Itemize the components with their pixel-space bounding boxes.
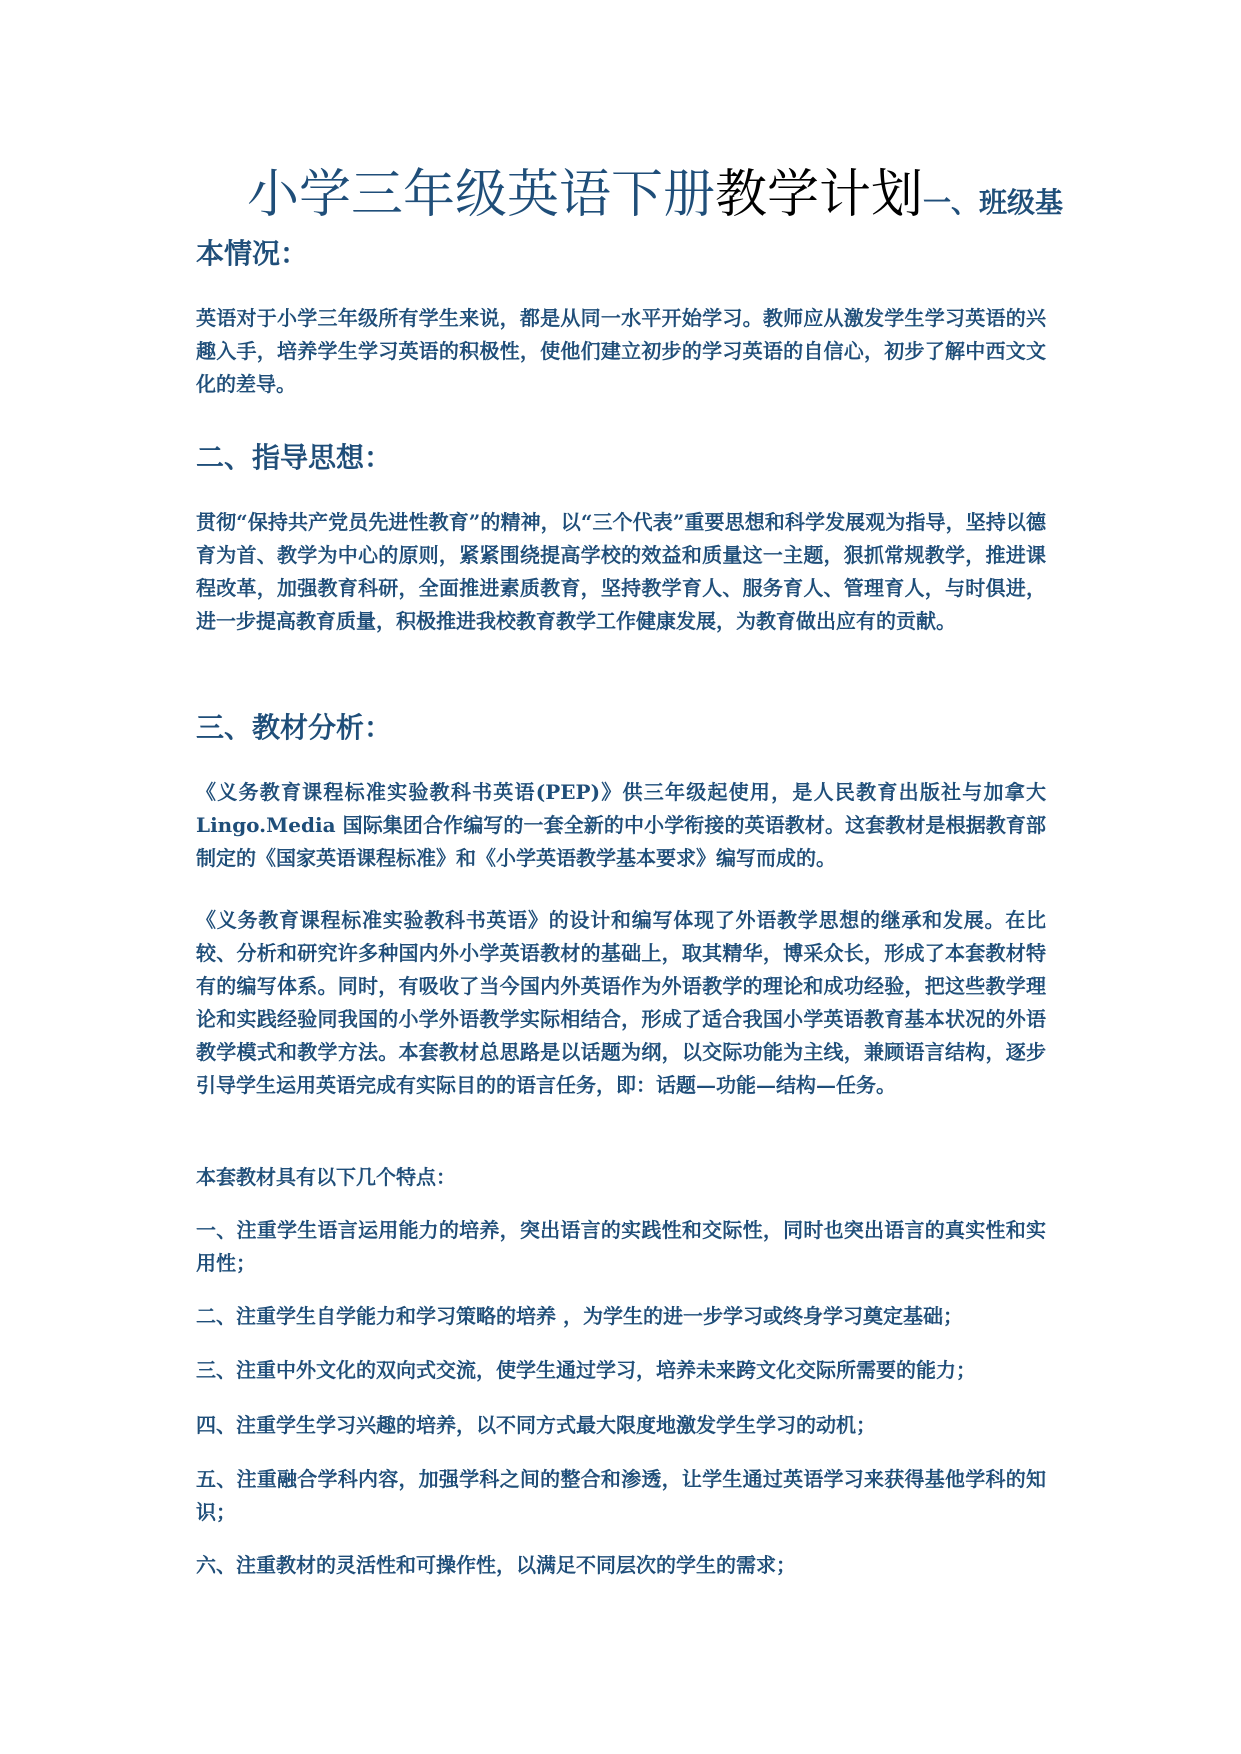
section3-paragraph-1: 《义务教育课程标准实验教科书英语(PEP)》供三年级起使用，是人民教育出版社与加拿大 Lingo.Media 国际集团合作编写的一套全新的中小学衔接的英语教材。这套教材是根据教育部制定的《国家英语课程标准》和《小学英语教学基本要求》编写而成的。: [196, 780, 1046, 870]
section1-heading-end: 本情况：: [196, 237, 309, 270]
section3-heading: 三、教材分析：: [196, 711, 393, 744]
section2-body: 贯彻“保持共产党员先进性教育”的精神，以“三个代表”重要思想和科学发展观为指导，坚持以德育为首、教学为中心的原则，紧紧围绕提高学校的效益和质量这一主题，狠抓常规教学，推进课程改革，加强教育科研，全面推进素质教育，坚持教学育人、服务育人、管理育人，与时俱进，进一步提高教育质量，积极推进我校教育教学工作健康发展，为教育做出应有的贡献。: [196, 510, 1046, 633]
section3-paragraph-2: 《义务教育课程标准实验教科书英语》的设计和编写体现了外语教学思想的继承和发展。在比较、分析和研究许多种国内外小学英语教材的基础上，取其精华，博采众长，形成了本套教材特有的编写体系。同时，有吸收了当今国内外英语作为外语教学的理论和成功经验，把这些教学理论和实践经验同我国的小学外语教学实际相结合，形成了适合我国小学英语教育基本状况的外语教学模式和教学方法。本套教材总思路是以话题为纲，以交际功能为主线，兼顾语言结构，逐步引导学生运用英语完成有实际目的的语言任务，即：话题—功能—结构—任务。: [196, 908, 1046, 1097]
feature-item-5: 五、注重融合学科内容，加强学科之间的整合和渗透，让学生通过英语学习来获得基他学科的知识；: [196, 1467, 1046, 1524]
section1-heading-start: 一、班级基: [923, 186, 1064, 219]
document-title: [247, 152, 1147, 227]
feature-item-1: 一、注重学生语言运用能力的培养，突出语言的实践性和交际性，同时也突出语言的真实性和实用性；: [196, 1218, 1046, 1275]
feature-item-4: 四、注重学生学习兴趣的培养，以不同方式最大限度地激发学生学习的动机；: [196, 1413, 876, 1437]
feature-item-2: 二、注重学生自学能力和学习策略的培养 ，为学生的进一步学习或终身学习奠定基础；: [196, 1304, 963, 1328]
title-blue-part: 小学三年级英语下册: [247, 165, 716, 225]
title-black-part: 教学计划: [715, 165, 924, 225]
section1-body: 英语对于小学三年级所有学生来说，都是从同一水平开始学习。教师应从激发学生学习英语的兴趣入手，培养学生学习英语的积极性，使他们建立初步的学习英语的自信心，初步了解中西文文化的差导。: [196, 306, 1046, 396]
feature-item-3: 三、注重中外文化的双向式交流，使学生通过学习，培养未来跨文化交际所需要的能力；: [196, 1358, 976, 1382]
features-intro: 本套教材具有以下几个特点：: [196, 1165, 456, 1189]
feature-item-6: 六、注重教材的灵活性和可操作性，以满足不同层次的学生的需求；: [196, 1553, 796, 1577]
section2-heading: 二、指导思想：: [196, 441, 393, 474]
